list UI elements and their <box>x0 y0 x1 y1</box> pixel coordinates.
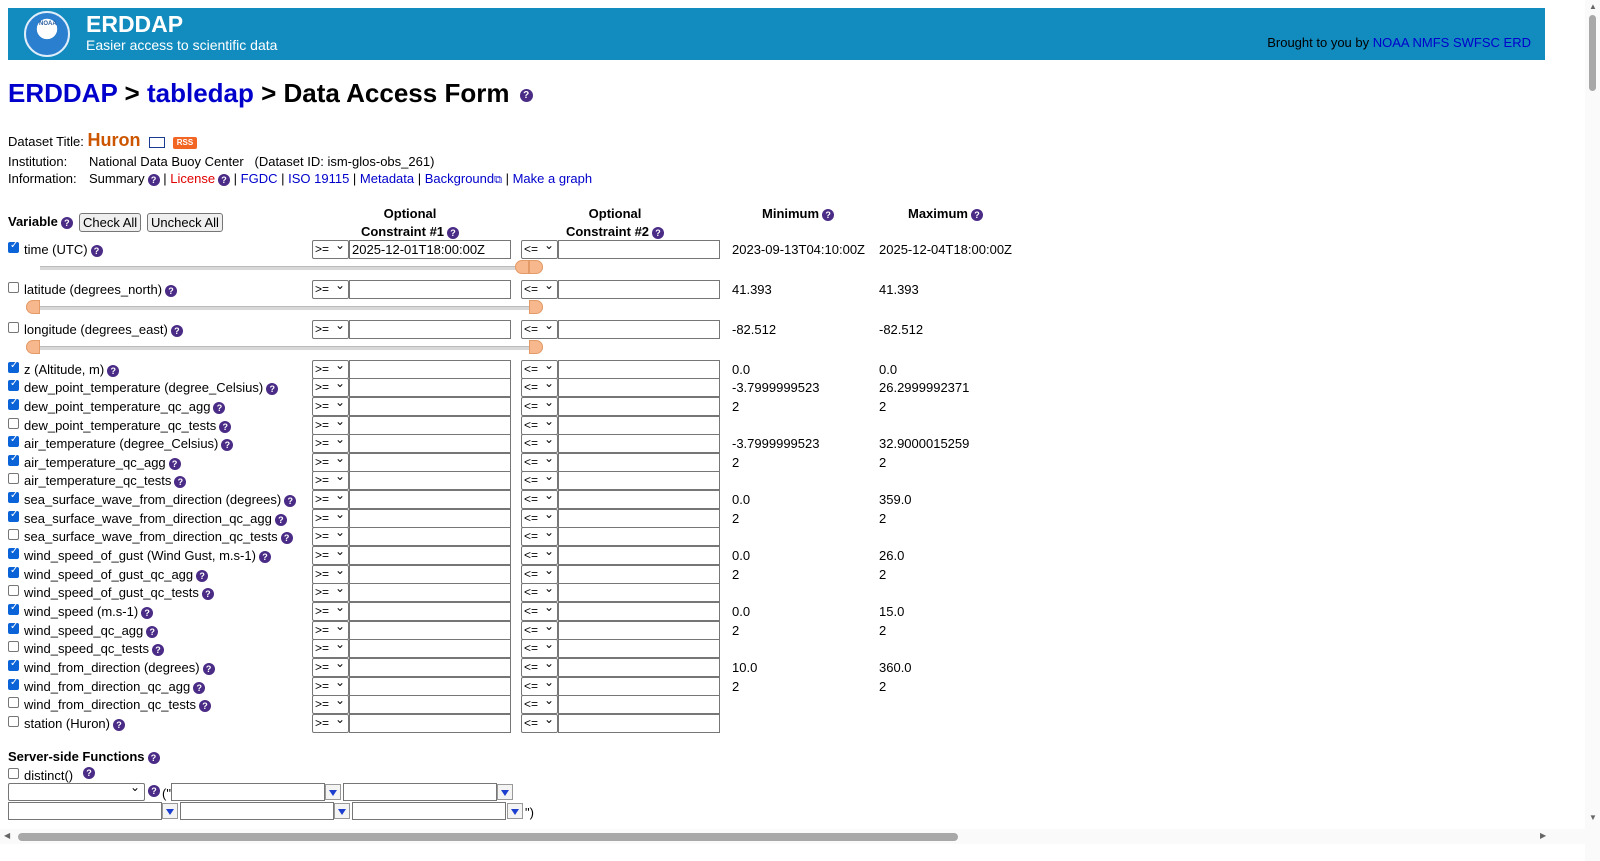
maximum-value: 2 <box>879 399 887 414</box>
variable-help-icon[interactable]: ? <box>284 495 296 507</box>
variable-help-icon[interactable]: ? <box>91 245 103 257</box>
constraint1-help-icon[interactable]: ? <box>447 227 459 239</box>
link-swfsc[interactable]: SWFSC <box>1452 35 1500 50</box>
minimum-value: 41.393 <box>732 282 772 297</box>
constraint2-input[interactable] <box>558 280 720 299</box>
constraint1-input[interactable] <box>349 677 511 696</box>
constraint2-input[interactable] <box>558 621 720 640</box>
minimum-value: 2023-09-13T04:10:00Z <box>732 242 865 257</box>
variable-checkbox[interactable] <box>8 492 19 503</box>
constraint2-operator-select[interactable]: <= ⌄ <box>521 397 558 416</box>
variable-help-icon[interactable]: ? <box>266 383 278 395</box>
constraint2-operator-select[interactable]: <= ⌄ <box>521 677 558 696</box>
table-row <box>8 658 1108 677</box>
variable-name: wind_from_direction_qc_agg ? <box>24 679 205 694</box>
variable-help-icon[interactable]: ? <box>196 570 208 582</box>
page-title: Data Access Form <box>283 78 510 108</box>
constraint1-operator-select[interactable]: >= ⌄ <box>312 658 349 677</box>
constraint2-input[interactable] <box>558 639 720 658</box>
variable-checkbox[interactable] <box>8 436 19 447</box>
table-row <box>8 583 1108 602</box>
maximum-value: 26.2999992371 <box>879 380 970 395</box>
minimum-value: 2 <box>732 623 740 638</box>
minimum-value: 2 <box>732 567 740 582</box>
check-all-button[interactable]: Check All <box>79 213 141 232</box>
help-icon[interactable]: ? <box>520 89 533 102</box>
table-row <box>8 639 1108 658</box>
constraint2-input[interactable] <box>558 677 720 696</box>
constraint2-input[interactable] <box>558 509 720 528</box>
variable-help-icon[interactable]: ? <box>202 588 214 600</box>
function-arg4-input[interactable] <box>180 802 334 820</box>
variable-help-icon[interactable]: ? <box>171 325 183 337</box>
constraint2-operator-select[interactable]: <= ⌄ <box>521 583 558 602</box>
background-link[interactable]: Background⧉ <box>424 171 502 186</box>
banner-subtitle: Easier access to scientific data <box>86 37 278 53</box>
variable-checkbox[interactable] <box>8 362 19 373</box>
constraint1-input[interactable] <box>349 639 511 658</box>
variable-name: dew_point_temperature (degree_Celsius) ? <box>24 380 278 395</box>
maximum-help-icon[interactable]: ? <box>971 209 983 221</box>
external-link-icon: ⧉ <box>494 174 502 186</box>
constraint2-operator-select[interactable]: <= ⌄ <box>521 240 558 259</box>
variable-name: wind_speed_of_gust_qc_agg ? <box>24 567 208 582</box>
constraint1-input[interactable] <box>349 490 511 509</box>
constraint2-input[interactable] <box>558 378 720 397</box>
scroll-right-icon[interactable]: ▶ <box>1540 831 1547 840</box>
summary-help-icon[interactable]: ? <box>148 174 160 186</box>
variable-name: wind_speed_of_gust (Wind Gust, m.s-1) ? <box>24 548 271 563</box>
constraint1-operator-select[interactable]: >= ⌄ <box>312 471 349 490</box>
constraint1-input[interactable] <box>349 416 511 435</box>
minimum-value: 2 <box>732 679 740 694</box>
constraint2-input[interactable] <box>558 360 720 379</box>
breadcrumb-tabledap[interactable]: tabledap <box>146 78 254 108</box>
constraint2-input[interactable] <box>558 490 720 509</box>
maximum-value: 32.9000015259 <box>879 436 970 451</box>
table-row <box>8 565 1108 584</box>
constraint1-input[interactable] <box>349 714 511 733</box>
longitude-slider-max-handle[interactable] <box>529 340 543 354</box>
constraint2-operator-select[interactable]: <= ⌄ <box>521 360 558 379</box>
constraint1-operator-select[interactable]: >= ⌄ <box>312 565 349 584</box>
table-row <box>8 453 1108 472</box>
maximum-value: 2 <box>879 455 887 470</box>
constraint1-operator-select[interactable]: >= ⌄ <box>312 639 349 658</box>
noaa-logo-icon[interactable]: NOAA <box>24 11 70 57</box>
function-arg2-input[interactable] <box>343 783 497 801</box>
constraint2-input[interactable] <box>558 658 720 677</box>
institution-value: National Data Buoy Center <box>89 154 244 169</box>
table-row <box>8 695 1108 714</box>
variable-header: Variable ? <box>8 214 73 229</box>
variable-checkbox[interactable] <box>8 679 19 690</box>
table-row <box>8 714 1108 733</box>
table-row <box>8 320 1108 339</box>
variable-checkbox[interactable] <box>8 473 19 484</box>
minimum-value: 2 <box>732 455 740 470</box>
dataset-id: (Dataset ID: ism-glos-obs_261) <box>254 154 435 169</box>
table-row <box>8 527 1108 546</box>
variable-name: time (UTC) ? <box>24 242 103 257</box>
longitude-slider-min-handle[interactable] <box>26 340 40 354</box>
variable-name: station (Huron) ? <box>24 716 125 731</box>
constraint2-input[interactable] <box>558 546 720 565</box>
constraint1-operator-select[interactable]: >= ⌄ <box>312 677 349 696</box>
variable-name: sea_surface_wave_from_direction_qc_agg ? <box>24 511 287 526</box>
constraint2-input[interactable] <box>558 453 720 472</box>
vertical-scroll-thumb[interactable] <box>1589 15 1596 91</box>
constraint1-input[interactable] <box>349 378 511 397</box>
table-row <box>8 546 1108 565</box>
constraint2-input[interactable] <box>558 416 720 435</box>
time-slider-min-handle[interactable] <box>515 260 529 274</box>
function-help-icon[interactable]: ? <box>148 785 160 797</box>
maximum-value: 2 <box>879 567 887 582</box>
variable-name: longitude (degrees_east) ? <box>24 322 183 337</box>
link-noaa[interactable]: NOAA <box>1372 35 1409 50</box>
maximum-value: 26.0 <box>879 548 905 563</box>
variable-checkbox[interactable] <box>8 660 19 671</box>
latitude-slider[interactable] <box>26 306 543 310</box>
breadcrumb-erddap[interactable]: ERDDAP <box>8 78 118 108</box>
constraint1-input[interactable] <box>349 695 511 714</box>
variable-checkbox[interactable] <box>8 322 19 333</box>
function-arg1-dropdown-icon[interactable] <box>325 784 341 800</box>
constraint1-operator-select[interactable]: >= ⌄ <box>312 695 349 714</box>
variable-help-icon[interactable]: ? <box>146 626 158 638</box>
table-row <box>8 397 1108 416</box>
variable-name: wind_speed_qc_tests ? <box>24 641 164 656</box>
variable-help-icon[interactable]: ? <box>193 682 205 694</box>
variable-name: air_temperature_qc_agg ? <box>24 455 181 470</box>
constraint2-operator-select[interactable]: <= ⌄ <box>521 602 558 621</box>
minimum-value: 10.0 <box>732 660 758 675</box>
variable-checkbox[interactable] <box>8 604 19 615</box>
variable-checkbox[interactable] <box>8 697 19 708</box>
variable-checkbox[interactable] <box>8 548 19 559</box>
breadcrumb: ERDDAP > tabledap > Data Access Form ? <box>8 78 533 109</box>
variable-checkbox[interactable] <box>8 567 19 578</box>
variable-help-icon[interactable]: ? <box>141 607 153 619</box>
scroll-down-icon[interactable]: ▼ <box>1589 813 1597 822</box>
variable-help-icon[interactable]: ? <box>61 217 73 229</box>
variable-help-icon[interactable]: ? <box>281 532 293 544</box>
constraint2-operator-select[interactable]: <= ⌄ <box>521 565 558 584</box>
maximum-value: 41.393 <box>879 282 919 297</box>
constraint2-operator-select[interactable]: <= ⌄ <box>521 658 558 677</box>
uncheck-all-button[interactable]: Uncheck All <box>147 213 223 232</box>
constraint2-input[interactable] <box>558 527 720 546</box>
constraint1-input[interactable] <box>349 453 511 472</box>
maximum-value: 360.0 <box>879 660 912 675</box>
variable-help-icon[interactable]: ? <box>203 663 215 675</box>
link-erd[interactable]: ERD <box>1503 35 1531 50</box>
constraint1-input[interactable] <box>349 621 511 640</box>
constraint1-operator-select[interactable]: >= ⌄ <box>312 360 349 379</box>
table-row <box>8 280 1108 299</box>
constraint1-input[interactable] <box>349 546 511 565</box>
iso-19115-link[interactable]: ISO 19115 <box>288 171 350 186</box>
table-row <box>8 434 1108 453</box>
dataset-title-row: Dataset Title: Huron RSS <box>8 130 197 151</box>
rss-icon[interactable]: RSS <box>173 137 197 149</box>
function-arg5-dropdown-icon[interactable] <box>507 803 523 819</box>
institution-row: Institution: National Data Buoy Center (Dataset ID: ism-glos-obs_261) <box>8 154 435 169</box>
constraint2-operator-select[interactable]: <= ⌄ <box>521 320 558 339</box>
maximum-value: 2 <box>879 623 887 638</box>
constraint1-header: Optional Constraint #1 ? <box>360 206 460 239</box>
constraint2-input[interactable] <box>558 320 720 339</box>
constraint2-operator-select[interactable]: <= ⌄ <box>521 280 558 299</box>
minimum-value: 0.0 <box>732 492 751 507</box>
license-help-icon[interactable]: ? <box>218 174 230 186</box>
constraint1-input[interactable] <box>349 434 511 453</box>
variable-name: wind_speed_of_gust_qc_tests ? <box>24 585 214 600</box>
constraint1-input[interactable]: 2025-12-01T18:00:00Z <box>349 240 511 259</box>
variable-help-icon[interactable]: ? <box>107 365 119 377</box>
minimum-value: 0.0 <box>732 604 751 619</box>
constraint1-operator-select[interactable]: >= ⌄ <box>312 621 349 640</box>
constraint1-input[interactable] <box>349 280 511 299</box>
constraint1-operator-select[interactable]: >= ⌄ <box>312 453 349 472</box>
variable-name: latitude (degrees_north) ? <box>24 282 177 297</box>
variable-name: wind_speed_qc_agg ? <box>24 623 158 638</box>
minimum-value: 2 <box>732 511 740 526</box>
constraint2-input[interactable] <box>558 695 720 714</box>
constraint2-input[interactable] <box>558 714 720 733</box>
constraint1-operator-select[interactable]: >= ⌄ <box>312 583 349 602</box>
vertical-scrollbar[interactable] <box>1585 0 1600 861</box>
email-subscribe-icon[interactable] <box>149 137 165 148</box>
variable-checkbox[interactable] <box>8 282 19 293</box>
table-row <box>8 677 1108 696</box>
constraint2-operator-select[interactable]: <= ⌄ <box>521 509 558 528</box>
summary-text: Summary <box>89 171 145 186</box>
variable-checkbox[interactable] <box>8 380 19 391</box>
variable-help-icon[interactable]: ? <box>169 458 181 470</box>
license-link[interactable]: License <box>170 171 216 186</box>
variable-help-icon[interactable]: ? <box>275 514 287 526</box>
constraint2-input[interactable] <box>558 397 720 416</box>
server-functions-help-icon[interactable]: ? <box>148 752 160 764</box>
function-arg3-input[interactable] <box>8 802 162 820</box>
variable-name: air_temperature_qc_tests ? <box>24 473 186 488</box>
constraint2-operator-select[interactable]: <= ⌄ <box>521 546 558 565</box>
constraint1-input[interactable] <box>349 565 511 584</box>
constraint2-input[interactable] <box>558 240 720 259</box>
maximum-value: 0.0 <box>879 362 898 377</box>
variable-name: z (Altitude, m) ? <box>24 362 119 377</box>
function-select[interactable] <box>8 783 145 801</box>
longitude-slider[interactable] <box>26 346 543 350</box>
variable-name: wind_from_direction_qc_tests ? <box>24 697 211 712</box>
horizontal-scroll-thumb[interactable] <box>18 833 958 841</box>
constraint2-operator-select[interactable]: <= ⌄ <box>521 453 558 472</box>
variable-checkbox[interactable] <box>8 641 19 652</box>
function-arg3-dropdown-icon[interactable] <box>162 803 178 819</box>
link-nmfs[interactable]: NMFS <box>1412 35 1450 50</box>
maximum-value: 2 <box>879 511 887 526</box>
latitude-slider-min-handle[interactable] <box>26 300 40 314</box>
variable-help-icon[interactable]: ? <box>174 476 186 488</box>
constraint1-operator-select[interactable]: >= ⌄ <box>312 320 349 339</box>
constraint1-input[interactable] <box>349 360 511 379</box>
variable-checkbox[interactable] <box>8 511 19 522</box>
horizontal-scrollbar[interactable] <box>0 829 1585 844</box>
variable-name: sea_surface_wave_from_direction_qc_tests ? <box>24 529 293 544</box>
table-row <box>8 471 1108 490</box>
constraint1-operator-select[interactable]: >= ⌄ <box>312 546 349 565</box>
constraint2-operator-select[interactable]: <= ⌄ <box>521 378 558 397</box>
function-arg5-input[interactable] <box>352 802 506 820</box>
variable-help-icon[interactable]: ? <box>221 439 233 451</box>
constraint1-operator-select[interactable]: >= ⌄ <box>312 240 349 259</box>
function-arg2-dropdown-icon[interactable] <box>497 784 513 800</box>
table-row <box>8 509 1108 528</box>
constraint2-input[interactable] <box>558 434 720 453</box>
variable-checkbox[interactable] <box>8 399 19 410</box>
metadata-link[interactable]: Metadata <box>359 171 415 186</box>
variable-checkbox[interactable] <box>8 716 19 727</box>
constraint1-input[interactable] <box>349 583 511 602</box>
fgdc-link[interactable]: FGDC <box>240 171 278 186</box>
constraint1-operator-select[interactable]: >= ⌄ <box>312 602 349 621</box>
variable-checkbox[interactable] <box>8 623 19 634</box>
variable-name: wind_speed (m.s-1) ? <box>24 604 153 619</box>
time-slider-max-handle[interactable] <box>529 260 543 274</box>
maximum-value: 15.0 <box>879 604 905 619</box>
constraint2-header: Optional Constraint #2 ? <box>565 206 665 239</box>
constraint1-operator-select[interactable]: >= ⌄ <box>312 434 349 453</box>
distinct-help-icon[interactable]: ? <box>83 767 95 779</box>
constraint1-input[interactable] <box>349 509 511 528</box>
variable-help-icon[interactable]: ? <box>152 644 164 656</box>
maximum-value: 359.0 <box>879 492 912 507</box>
constraint2-operator-select[interactable]: <= ⌄ <box>521 695 558 714</box>
constraint2-operator-select[interactable]: <= ⌄ <box>521 714 558 733</box>
constraint1-operator-select[interactable]: >= ⌄ <box>312 527 349 546</box>
constraint1-operator-select[interactable]: >= ⌄ <box>312 714 349 733</box>
constraint1-operator-select[interactable]: >= ⌄ <box>312 397 349 416</box>
maximum-value: -82.512 <box>879 322 924 337</box>
variable-help-icon[interactable]: ? <box>213 402 225 414</box>
table-row <box>8 621 1108 640</box>
table-row <box>8 360 1108 379</box>
constraint2-input[interactable] <box>558 471 720 490</box>
variable-help-icon[interactable]: ? <box>165 285 177 297</box>
variable-checkbox[interactable] <box>8 418 19 429</box>
server-side-functions-header: Server-side Functions ? <box>8 749 160 764</box>
table-row <box>8 378 1108 397</box>
table-row <box>8 602 1108 621</box>
constraint2-operator-select[interactable]: <= ⌄ <box>521 527 558 546</box>
time-slider[interactable] <box>40 266 543 270</box>
constraint1-input[interactable] <box>349 397 511 416</box>
maximum-header: Maximum ? <box>908 206 983 221</box>
constraint2-input[interactable] <box>558 565 720 584</box>
constraint1-input[interactable] <box>349 471 511 490</box>
variable-checkbox[interactable] <box>8 455 19 466</box>
variable-help-icon[interactable]: ? <box>219 421 231 433</box>
constraint1-input[interactable] <box>349 602 511 621</box>
constraint2-operator-select[interactable]: <= ⌄ <box>521 416 558 435</box>
constraint2-operator-select[interactable]: <= ⌄ <box>521 621 558 640</box>
minimum-header: Minimum ? <box>762 206 834 221</box>
variable-help-icon[interactable]: ? <box>113 719 125 731</box>
constraint2-help-icon[interactable]: ? <box>652 227 664 239</box>
information-row: Information: Summary ? | License ? | FGDC | ISO 19115 | Metadata | Background⧉ | Make a graph <box>8 171 593 186</box>
variable-name: sea_surface_wave_from_direction (degrees) ? <box>24 492 296 507</box>
constraint1-operator-select[interactable]: >= ⌄ <box>312 378 349 397</box>
banner-title: ERDDAP <box>86 11 184 37</box>
variable-name: dew_point_temperature_qc_tests ? <box>24 418 231 433</box>
variable-help-icon[interactable]: ? <box>199 700 211 712</box>
maximum-value: 2 <box>879 679 887 694</box>
constraint1-input[interactable] <box>349 658 511 677</box>
constraint2-operator-select[interactable]: <= ⌄ <box>521 434 558 453</box>
table-row <box>8 240 1108 259</box>
variable-name: wind_from_direction (degrees) ? <box>24 660 215 675</box>
minimum-value: 0.0 <box>732 548 751 563</box>
constraint1-input[interactable] <box>349 527 511 546</box>
minimum-value: -3.7999999523 <box>732 436 820 451</box>
dataset-title: Huron <box>87 130 141 150</box>
header-banner <box>8 8 1545 60</box>
constraint2-operator-select[interactable]: <= ⌄ <box>521 639 558 658</box>
minimum-value: 0.0 <box>732 362 751 377</box>
constraint1-operator-select[interactable]: >= ⌄ <box>312 490 349 509</box>
maximum-value: 2025-12-04T18:00:00Z <box>879 242 1012 257</box>
constraint1-operator-select[interactable]: >= ⌄ <box>312 416 349 435</box>
distinct-row: distinct() ? <box>8 766 1108 785</box>
table-row <box>8 416 1108 435</box>
constraint2-input[interactable] <box>558 583 720 602</box>
distinct-checkbox[interactable] <box>8 768 19 779</box>
latitude-slider-max-handle[interactable] <box>529 300 543 314</box>
minimum-value: 2 <box>732 399 740 414</box>
constraint1-operator-select[interactable]: >= ⌄ <box>312 280 349 299</box>
constraint2-operator-select[interactable]: <= ⌄ <box>521 471 558 490</box>
make-graph-link[interactable]: Make a graph <box>512 171 593 186</box>
scroll-left-icon[interactable]: ◀ <box>4 831 11 840</box>
brought-to-you-by: Brought to you by NOAA NMFS SWFSC ERD <box>1267 35 1531 50</box>
variable-name: air_temperature (degree_Celsius) ? <box>24 436 233 451</box>
variable-checkbox[interactable] <box>8 585 19 596</box>
table-row <box>8 490 1108 509</box>
constraint1-operator-select[interactable]: >= ⌄ <box>312 509 349 528</box>
constraint1-input[interactable] <box>349 320 511 339</box>
variable-checkbox[interactable] <box>8 529 19 540</box>
variable-checkbox[interactable] <box>8 242 19 253</box>
constraint2-input[interactable] <box>558 602 720 621</box>
function-arg4-dropdown-icon[interactable] <box>334 803 350 819</box>
scroll-up-icon[interactable]: ▲ <box>1589 2 1597 11</box>
minimum-value: -3.7999999523 <box>732 380 820 395</box>
variable-name: dew_point_temperature_qc_agg ? <box>24 399 225 414</box>
minimum-value: -82.512 <box>732 322 777 337</box>
minimum-help-icon[interactable]: ? <box>822 209 834 221</box>
variable-help-icon[interactable]: ? <box>259 551 271 563</box>
constraint2-operator-select[interactable]: <= ⌄ <box>521 490 558 509</box>
function-arg1-input[interactable] <box>171 783 325 801</box>
